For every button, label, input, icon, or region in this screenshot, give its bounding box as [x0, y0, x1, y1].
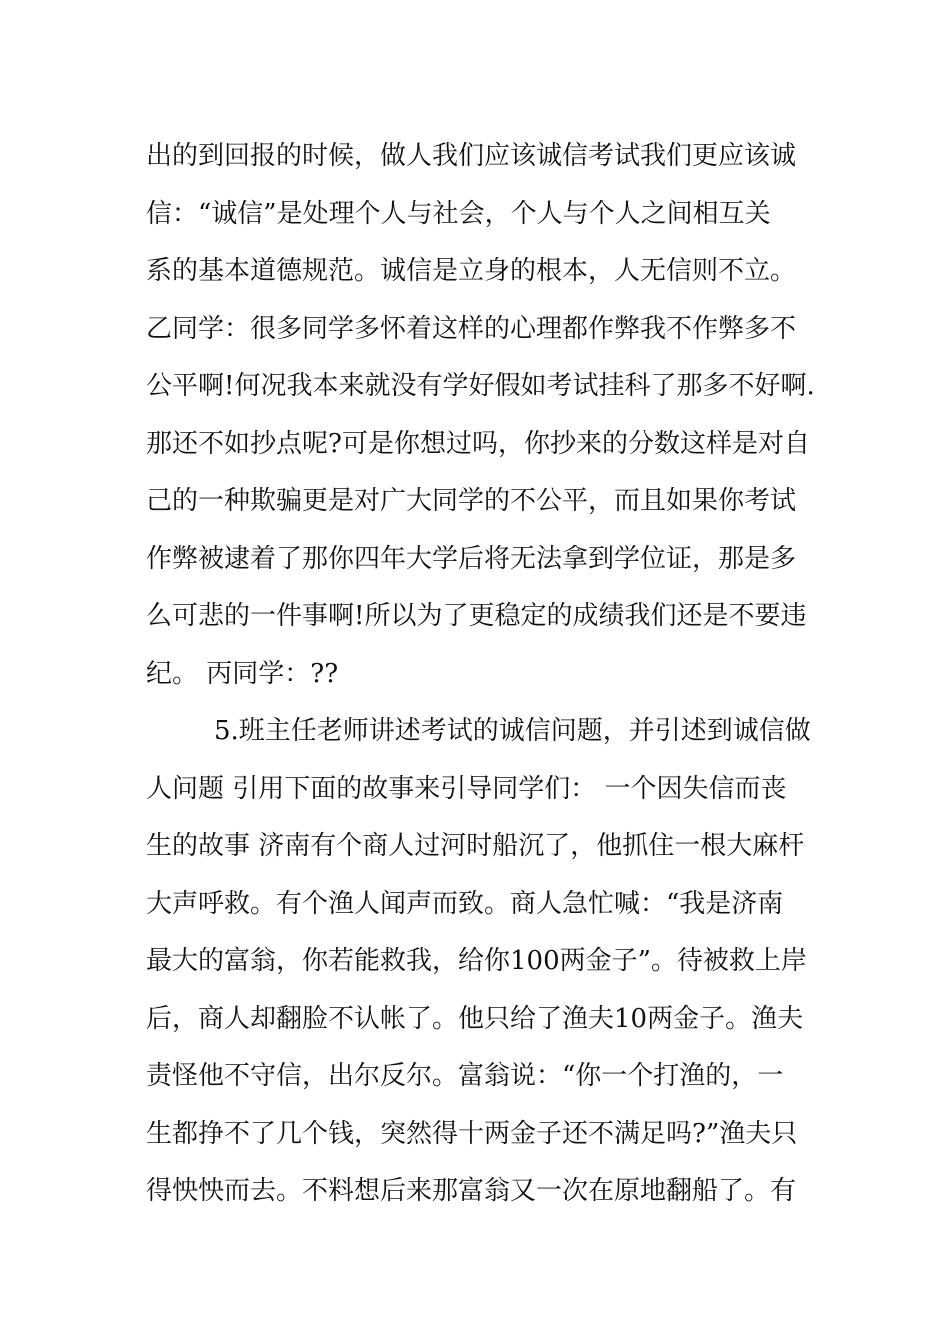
text-line-8: 作弊被逮着了那你四年大学后将无法拿到学位证，那是多: [146, 543, 797, 574]
text-line-18: 生都挣不了几个钱，突然得十两金子还不满足吗?”渔夫只: [146, 1118, 798, 1149]
text-line-13: 生的故事 济南有个商人过河时船沉了，他抓住一根大麻杆: [146, 831, 805, 861]
body-text: [146, 128, 816, 1221]
text-line-16: 后，商人却翻脸不认帐了。他只给了渔夫10两金子。渔夫: [146, 1003, 804, 1034]
text-line-4: 乙同学：很多同学多怀着这样的心理都作弊我不作弊多不: [146, 313, 797, 344]
text-line-17: 责怪他不守信，出尔反尔。富翁说：“你一个打渔的，一: [146, 1061, 784, 1091]
text-line-6: 那还不如抄点呢?可是你想过吗，你抄来的分数这样是对自: [146, 428, 810, 459]
text-line-7: 己的一种欺骗更是对广大同学的不公平，而且如果你考试: [146, 486, 797, 516]
text-line-11: 5.班主任老师讲述考试的诚信问题，并引述到诚信做: [214, 716, 811, 746]
text-line-14: 大声呼救。有个渔人闻声而致。商人急忙喊：“我是济南: [146, 888, 784, 919]
text-line-5: 公平啊!何况我本来就没有学好假如考试挂科了那多不好啊.: [146, 371, 815, 401]
text-line-2: 信：“诚信”是处理个人与社会，个人与个人之间相互关: [146, 198, 771, 229]
text-line-3: 系的基本道德规范。诚信是立身的根本，人无信则不立。: [146, 256, 797, 286]
text-line-19: 得怏怏而去。不料想后来那富翁又一次在原地翻船了。有: [146, 1176, 797, 1206]
text-line-12: 人问题 引用下面的故事来引导同学们： 一个因失信而丧: [146, 773, 787, 804]
text-line-9: 么可悲的一件事啊!所以为了更稳定的成绩我们还是不要违: [146, 601, 807, 631]
text-line-10: 纪。 丙同学：??: [146, 658, 339, 689]
text-line-15: 最大的富翁，你若能救我，给你100两金子”。待被救上岸: [146, 946, 807, 976]
text-line-1: 出的到回报的时候，做人我们应该诚信考试我们更应该诚: [146, 141, 797, 171]
